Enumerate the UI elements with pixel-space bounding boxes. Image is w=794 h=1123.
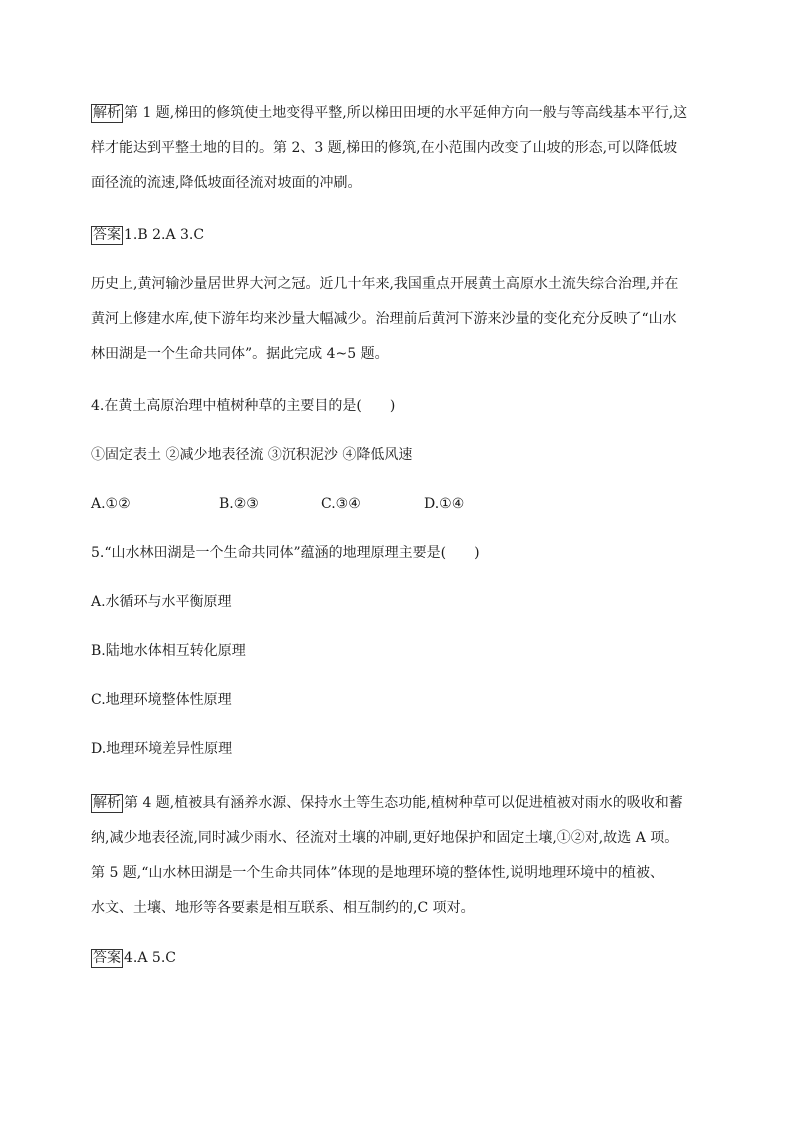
answer-1 <box>91 218 701 253</box>
passage-line-1: 历史上,黄河输沙量居世界大河之冠。近几十年来,我国重点开展黄土高原水土流失综合治理,并在 <box>91 276 679 292</box>
question-5-option-d: D.地理环境差异性原理 <box>91 741 233 757</box>
analysis-2-line-1: 解析 第 4 题,植被具有涵养水源、保持水土等生态功能,植树种草可以促进植被对雨水的吸收和蓄 <box>93 795 683 811</box>
analysis-1-line-3: 面径流的流速,降低坡面径流对坡面的冲刷。 <box>91 175 362 191</box>
answer-tag: 答案 <box>93 227 121 243</box>
option-c: C.③④ <box>321 496 361 512</box>
question-4-options <box>91 487 701 522</box>
question-5-option-b: B.陆地水体相互转化原理 <box>91 643 246 659</box>
question-5-option-c: C.地理环境整体性原理 <box>91 692 232 708</box>
analysis-1 <box>91 96 701 201</box>
analysis-1-line-2: 样才能达到平整土地的目的。第 2、3 题,梯田的修筑,在小范围内改变了山坡的形态,可以降低坡 <box>91 140 678 156</box>
question-5-option-a: A.水循环与水平衡原理 <box>91 594 232 610</box>
answer-2 <box>91 941 701 976</box>
question-4-items: ①固定表土 ②减少地表径流 ③沉积泥沙 ④降低风速 <box>91 447 413 463</box>
passage-line-3: 林田湖是一个生命共同体”。据此完成 4~5 题。 <box>91 346 389 362</box>
answer-1-text: 1.B 2.A 3.C <box>124 227 205 243</box>
analysis-2-line-4: 水文、土壤、地形等各要素是相互联系、相互制约的,C 项对。 <box>91 900 475 916</box>
passage-line-2: 黄河上修建水库,使下游年均来沙量大幅减少。治理前后黄河下游来沙量的变化充分反映了“山水 <box>91 311 677 327</box>
analysis-2-line-3: 第 5 题,“山水林田湖是一个生命共同体”体现的是地理环境的整体性,说明地理环境中的植被、 <box>91 865 665 881</box>
analysis-1-line-1: 解析 第 1 题,梯田的修筑使土地变得平整,所以梯田田埂的水平延伸方向一般与等高线基本平行,这 <box>93 105 688 121</box>
answer-tag: 答案 <box>93 950 121 966</box>
option-b: B.②③ <box>219 496 259 512</box>
option-a: A.①② <box>91 496 131 512</box>
analysis-tag: 解析 <box>93 105 121 121</box>
question-4-stem: 4.在黄土高原治理中植树种草的主要目的是( ) <box>91 398 396 414</box>
question-5-stem: 5.“山水林田湖是一个生命共同体”蕴涵的地理原理主要是( ) <box>91 545 480 561</box>
passage <box>91 267 701 372</box>
analysis-2-line-2: 纳,减少地表径流,同时减少雨水、径流对土壤的冲刷,更好地保护和固定土壤,①②对,故选 A 项。 <box>91 830 679 846</box>
analysis-tag: 解析 <box>93 795 121 811</box>
analysis-2 <box>91 786 701 926</box>
answer-2-text: 4.A 5.C <box>124 950 176 966</box>
option-d: D.①④ <box>424 496 465 512</box>
